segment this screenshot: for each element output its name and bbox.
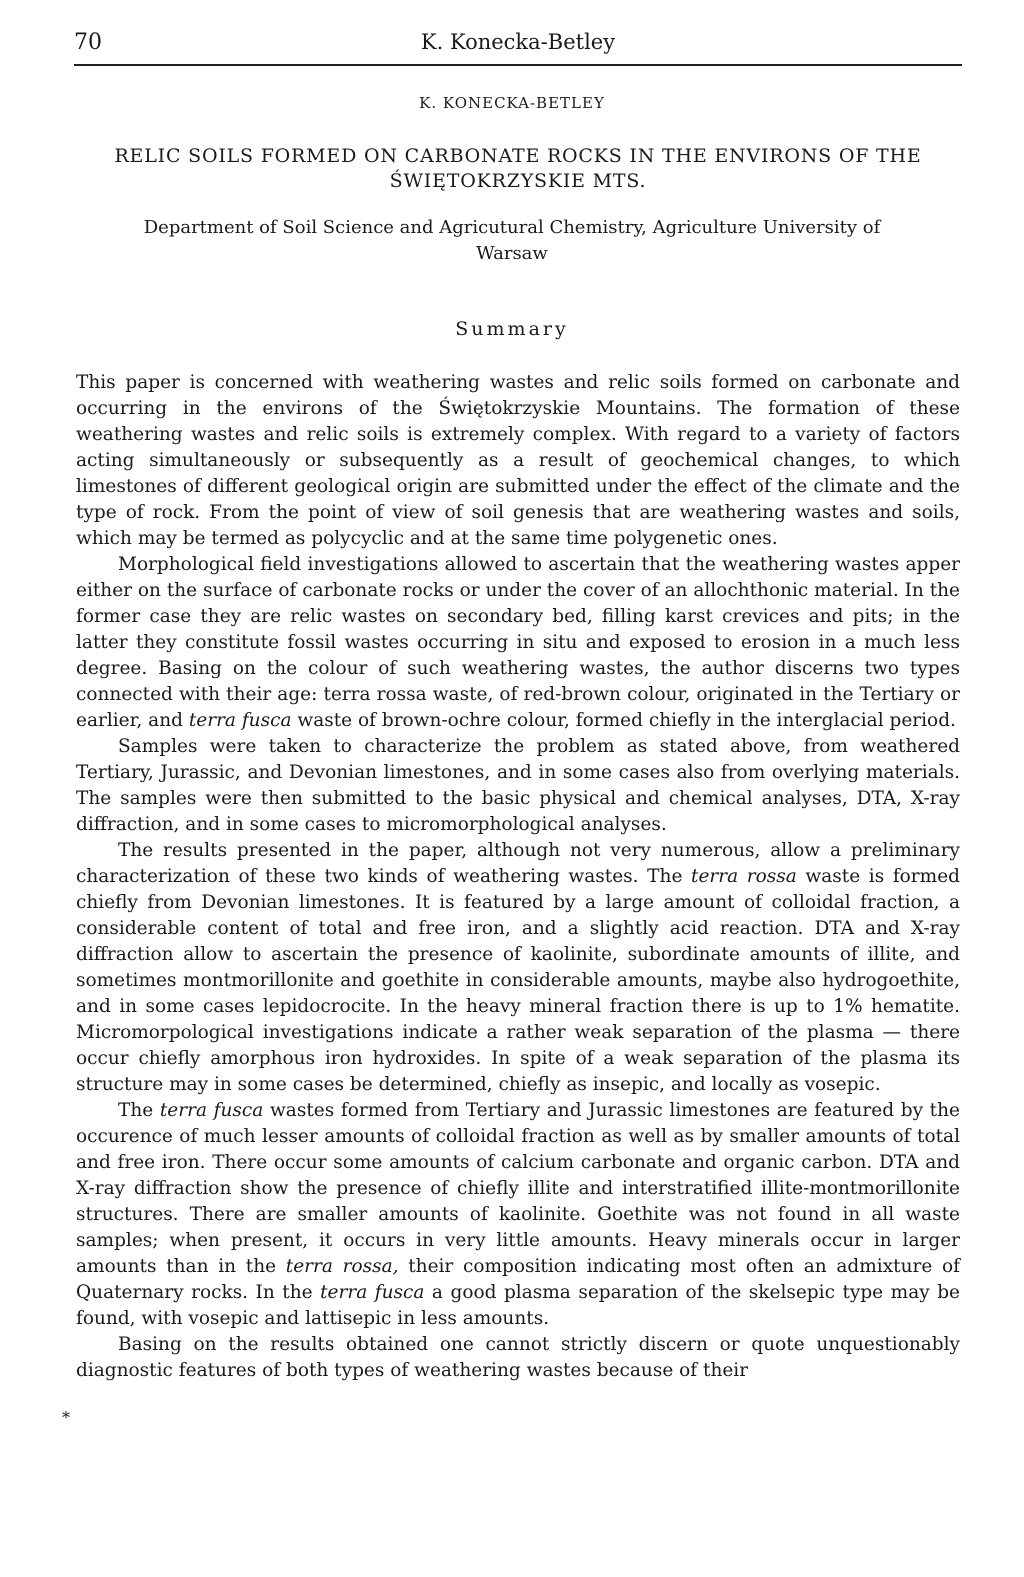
author: K. KONECKA-BETLEY [419, 94, 605, 112]
term-terra-rossa: terra rossa [691, 866, 797, 887]
summary-heading: Summary [455, 318, 569, 340]
header-rule [74, 64, 962, 66]
running-head: K. Konecka-Betley [420, 30, 616, 54]
paragraph-4: The results presented in the paper, although not very numerous, allow a preliminary characterization of these two kinds of weathering wastes. The terra rossa waste is formed chiefly from Devonian limestones. It is featured by a large amount of colloidal fraction, a considerable content of total and free iron, and a slightly acid reaction. DTA and X-ray diffraction allow to ascertain the presence of kaolinite, subordinate amounts of illite, and sometimes montmorillonite and goethite in considerable amounts, maybe also hydrogoethite, and in some cases lepidocrocite. In the heavy mineral fraction there is up to 1% hematite. Micromorpological investigations indicate a rather weak separation of the plasma — there occur chiefly amorphous iron hydroxides. In spite of a weak separation of the plasma its structure may in some cases be determined, chiefly as insepic, and locally as vosepic. [76, 840, 960, 1095]
summary-body [76, 370, 960, 1384]
paragraph-6: Basing on the results obtained one cannot strictly discern or quote unquestionably diagnostic features of both types of weathering wastes because of their [76, 1334, 960, 1381]
paragraph-1: This paper is concerned with weathering wastes and relic soils formed on carbonate and occurring in the environs of the Świętokrzyskie Mountains. The formation of these weathering wastes and relic soils is extremely complex. With regard to a variety of factors acting simultaneously or subsequently as a result of geochemical changes, to which limestones of different geological origin are submitted under the effect of the climate and the type of rock. From the point of view of soil genesis that are weathering wastes and soils, which may be termed as polycyclic and at the same time polygenetic ones. [76, 372, 960, 549]
page-number: 70 [74, 30, 102, 55]
paragraph-5: The terra fusca wastes formed from Tertiary and Jurassic limestones are featured by the occurence of much lesser amounts of colloidal fraction as well as by smaller amounts of total and free iron. There occur some amounts of calcium carbonate and organic carbon. DTA and X-ray diffraction show the presence of chiefly illite and interstratified illite-montmorillonite structures. There are smaller amounts of kaolinite. Goethite was not found in all waste samples; when present, it occurs in very little amounts. Heavy minerals occur in larger amounts than in the terra rossa, their composition indicating most often an admixture of Quaternary rocks. In the terra fusca a good plasma separation of the skelsepic type may be found, with vosepic and lattisepic in less amounts. [76, 1100, 960, 1329]
paper-title: RELIC SOILS FORMED ON CARBONATE ROCKS IN THE ENVIRONS OF THE ŚWIĘTOKRZYSKIE MTS. [114, 145, 922, 192]
paragraph-3: Samples were taken to characterize the problem as stated above, from weathered Tertiary, Jurassic, and Devonian limestones, and in some cases also from overlying materials. The samples were then submitted to the basic physical and chemical analyses, DTA, X-ray diffraction, and in some cases to micromorphological analyses. [76, 736, 960, 835]
margin-mark: * [62, 1408, 70, 1427]
term-terra-rossa: terra rossa, [285, 1256, 399, 1277]
page-header [74, 30, 962, 60]
term-terra-fusca: terra fusca [188, 710, 292, 731]
term-terra-fusca: terra fusca [320, 1282, 425, 1303]
term-terra-fusca: terra fusca [159, 1100, 264, 1121]
affiliation: Department of Soil Science and Agricutural Chemistry, Agriculture University of Warsaw [143, 217, 881, 264]
paragraph-2: Morphological field investigations allowed to ascertain that the weathering wastes apper either on the surface of carbonate rocks or under the cover of an allochthonic material. In the former case they are relic wastes on secondary bed, filling karst crevices and pits; in the latter they constitute fossil wastes occurring in situ and exposed to erosion in a much less degree. Basing on the colour of such weathering wastes, the author discerns two types connected with their age: terra rossa waste, of red-brown colour, originated in the Tertiary or earlier, and terra fusca waste of brown-ochre colour, formed chiefly in the interglacial period. [76, 554, 960, 731]
